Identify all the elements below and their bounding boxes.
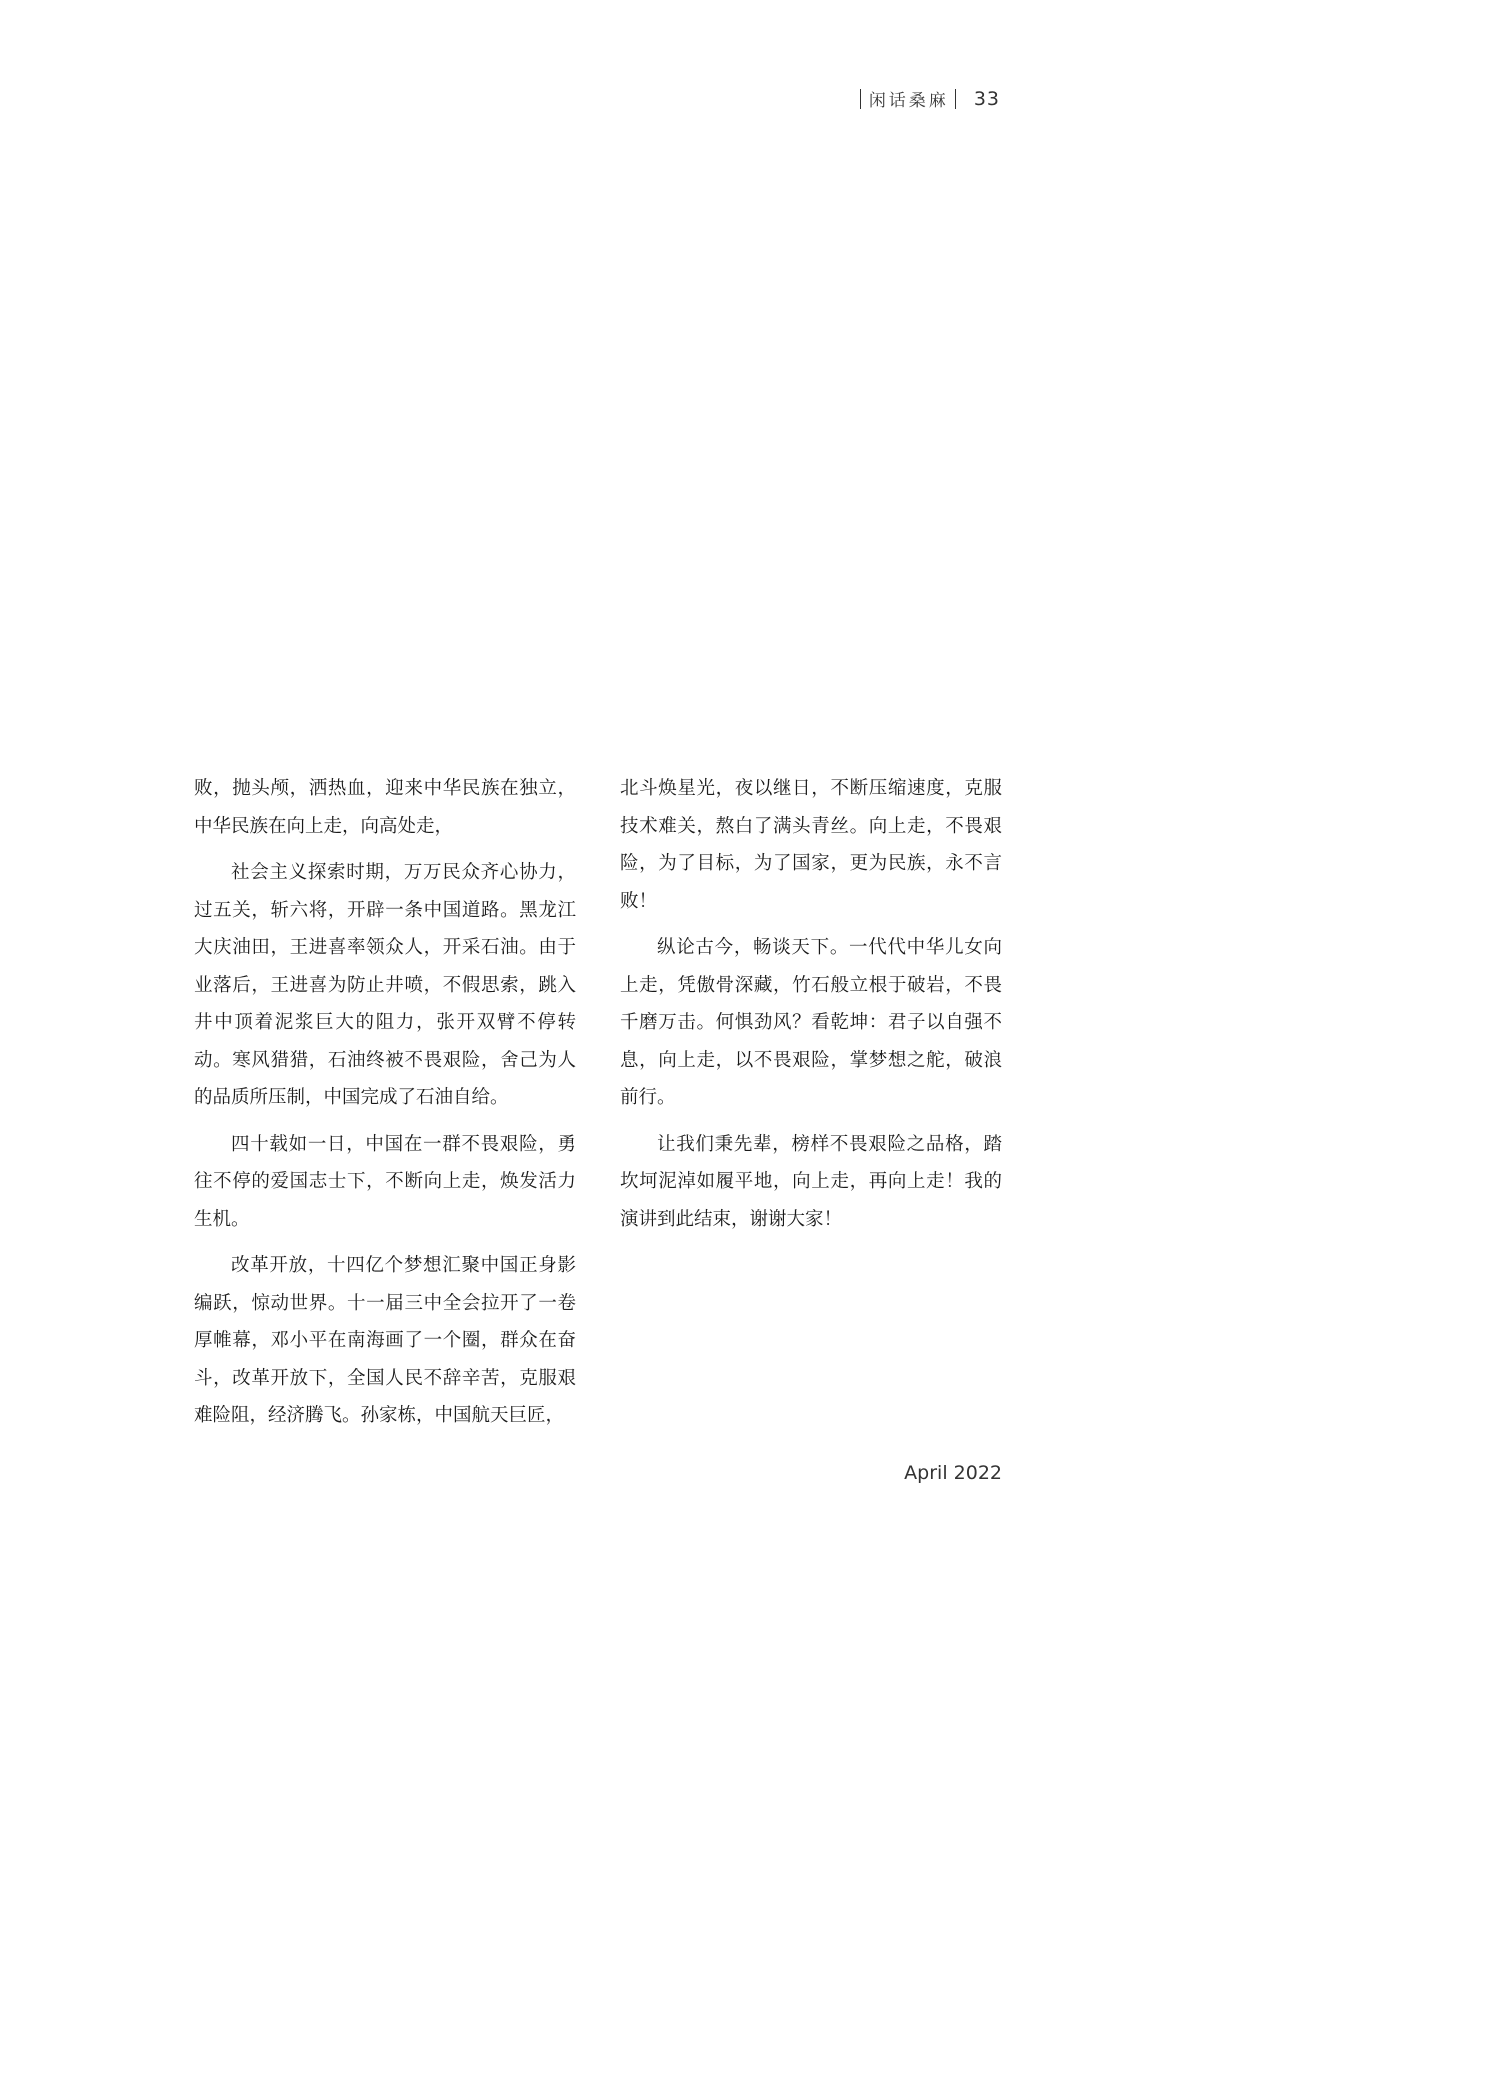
section-title: 闲话桑麻 <box>868 91 949 111</box>
text-column-left <box>194 770 576 1444</box>
running-header <box>860 86 1000 111</box>
paragraph: 纵论古今，畅谈天下。一代代中华儿女向上走，凭傲骨深藏，竹石般立根于破岩，不畏千磨万击。何惧劲风？看乾坤：君子以自强不息，向上走，以不畏艰险，掌梦想之舵，破浪前行。 <box>620 937 1002 1108</box>
paragraph: 让我们秉先辈，榜样不畏艰险之品格，踏坎坷泥淖如履平地，向上走，再向上走！我的演讲到此结束，谢谢大家！ <box>620 1133 1002 1230</box>
page-number: 33 <box>973 87 1000 110</box>
text-column-right <box>620 770 1002 1247</box>
paragraph: 改革开放，十四亿个梦想汇聚中国正身影编跃，惊动世界。十一届三中全会拉开了一卷厚帷幕，邓小平在南海画了一个圈，群众在奋斗，改革开放下，全国人民不辞辛苦，克服艰难险阻，经济腾飞。孙家栋，中国航天巨匠， <box>194 1255 576 1426</box>
paragraph: 社会主义探索时期，万万民众齐心协力，过五关，斩六将，开辟一条中国道路。黑龙江大庆油田，王进喜率领众人，开采石油。由于业落后，王进喜为防止井喷，不假思索，跳入井中顶着泥浆巨大的阻力，张开双臂不停转动。寒风猎猎，石油终被不畏艰险，舍己为人的品质所压制，中国完成了石油自给。 <box>194 862 576 1108</box>
paragraph: 败，抛头颅，洒热血，迎来中华民族在独立，中华民族在向上走，向高处走， <box>194 778 576 837</box>
header-divider-right <box>955 89 956 109</box>
paragraph: 北斗焕星光，夜以继日，不断压缩速度，克服技术难关，熬白了满头青丝。向上走，不畏艰险，为了目标，为了国家，更为民族，永不言败！ <box>620 778 1002 912</box>
issue-date: April 2022 <box>904 1462 1002 1484</box>
header-divider-left <box>860 89 861 109</box>
paragraph: 四十载如一日，中国在一群不畏艰险，勇往不停的爱国志士下，不断向上走，焕发活力生机。 <box>194 1133 576 1230</box>
